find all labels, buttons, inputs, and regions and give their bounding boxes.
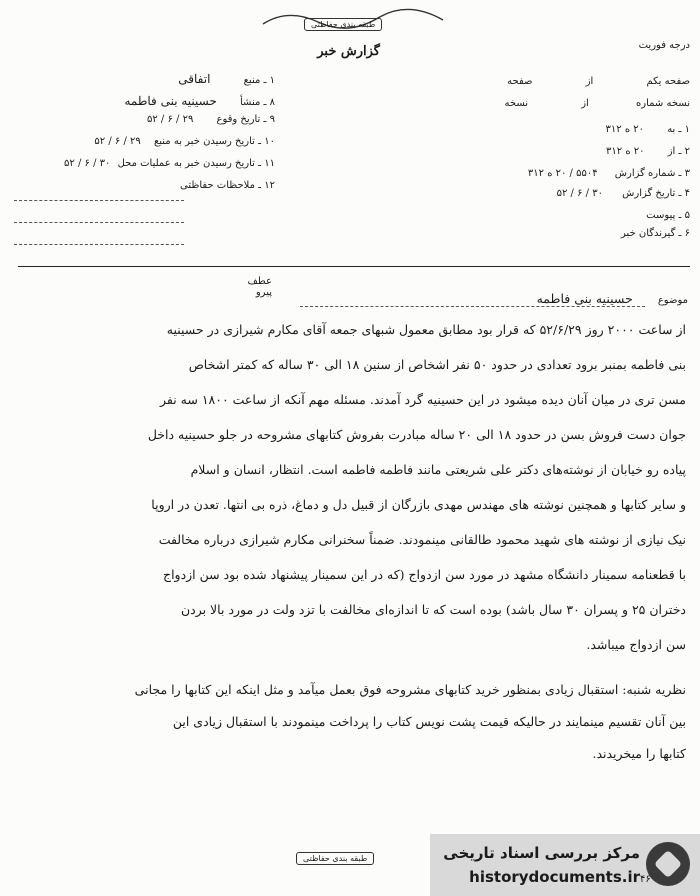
archive-logo: [430, 834, 700, 896]
field-row-recipients: [420, 228, 690, 239]
field-row-report-number: [420, 168, 690, 179]
classification-stamp-top: طبقه بندی حفاظتی: [304, 18, 382, 31]
field-row-security-notes: [10, 180, 275, 191]
field-value: ۲۰ ه ۳۱۲: [606, 146, 645, 157]
divider: [14, 244, 184, 245]
field-row-date-to-ops: [10, 158, 275, 169]
field-row-page: [420, 76, 690, 87]
body-line: از ساعت ۲۰۰۰ روز ۵۲/۶/۲۹ که قرار بود مطابق معمول شبهای جمعه آقای مکارم شیرازی در حسینیه: [166, 322, 686, 337]
field-label: صفحه یکم: [646, 76, 690, 87]
field-middle: از: [585, 76, 594, 87]
field-row-attachment: [420, 210, 690, 221]
field-value: حسینیه بنی فاطمه: [124, 94, 217, 108]
field-row-source: [10, 72, 275, 86]
field-label: ۴ ـ تاریخ گزارش: [622, 188, 690, 199]
field-value: ۲۹ / ۶ / ۵۲: [146, 114, 194, 125]
opinion-line: کتابها را میخریدند.: [592, 746, 686, 761]
field-row-report-date: [420, 188, 690, 199]
right-field-block: [420, 70, 690, 240]
field-row-from: [420, 146, 690, 157]
opinion-line: نظریه شنبه: استقبال زیادی بمنظور خرید کتابهای مشروحه فوق بعمل میآمد و مثل اینکه این کتابها را مجانی: [134, 682, 686, 697]
field-row-date-to-source: [10, 136, 275, 147]
opinion-line: بین آنان تقسیم مینمایند در حالیکه قیمت پشت نویس کتاب را پرداخت مینمودند با استقبال زیادی این: [172, 714, 686, 729]
reference-note: [222, 276, 272, 298]
field-label: ۳ ـ شماره گزارش: [614, 168, 690, 179]
divider: [14, 200, 184, 201]
field-label: ۹ ـ تاریخ وقوع: [216, 114, 275, 125]
field-value: ۲۹ / ۶ / ۵۲: [94, 136, 141, 147]
field-value: ۳۰ / ۶ / ۵۲: [64, 158, 111, 169]
body-line: جوان دست فروش بسن در حدود ۱۸ الی ۲۰ ساله مبادرت بفروش کتابهای مشروحه در جلو حسینیه داخل: [147, 427, 686, 442]
field-label: ۸ ـ منشأ: [239, 97, 275, 108]
letterhead-seal: [258, 6, 448, 32]
field-label: ۶ ـ گیرندگان خبر: [620, 228, 690, 239]
field-value: ۲۰ ه ۳۱۲: [605, 124, 644, 135]
field-label: نسخه شماره: [636, 98, 690, 109]
body-line: پیاده رو خیابان از نوشته‌های دکتر علی شریعتی مانند فاطمه فاطمه است. انتظار، انسان و اسلام: [190, 462, 686, 477]
body-line: و سایر کتابها و همچنین نوشته های مهندس مهدی بازرگان از قبیل دل و دماغ، ذره بی انتها. تعدن در اروپا: [151, 497, 686, 512]
subject-row: [430, 288, 688, 307]
field-label: ۱۲ ـ ملاحظات حفاظتی: [180, 180, 275, 191]
field-row-origin: [10, 94, 275, 108]
field-value: نسخه: [504, 98, 529, 109]
logo-url: historydocuments.ir: [469, 868, 640, 886]
divider: [14, 222, 184, 223]
left-field-block: [10, 70, 275, 210]
field-row-to: [420, 124, 690, 135]
field-middle: از: [581, 98, 589, 109]
archive-logo-icon: [646, 842, 690, 886]
field-label: ۵ ـ پیوست: [646, 210, 690, 221]
field-label: ۱ ـ به: [667, 124, 690, 135]
urgency-label: درجه فوریت: [638, 40, 690, 51]
body-line: نیک نیازی از نوشته های شهید محمود طالقانی مینمودند. ضمناً سخنرانی مکارم شیرازی درباره مخالفت: [158, 532, 686, 547]
follow-up-label: پیرو: [255, 287, 272, 298]
subject-label: موضوع: [657, 295, 688, 306]
field-label: ۱ ـ منبع: [243, 75, 275, 86]
body-line: سن ازدواج میباشد.: [586, 637, 686, 652]
field-label: ۱۰ ـ تاریخ رسیدن خبر به منبع: [153, 136, 275, 147]
field-value: ۳۰ / ۶ / ۵۲: [556, 188, 603, 199]
body-line: مسن تری در میان آنان دیده میشود در این حسینیه گرد آمدند. مسئله مهم آنکه از ساعت ۱۸۰۰ سه نفر: [160, 392, 686, 407]
reference-label: عطف: [247, 276, 272, 287]
field-value: صفحه: [507, 76, 533, 87]
body-line: دختران ۲۵ و پسران ۳۰ سال باشد) بوده است که تا اندازه‌ای مخالفت با تزد ولت در مورد بالا بردن: [180, 602, 686, 617]
subject-value: حسینیه بنی فاطمه: [536, 291, 633, 306]
subject-underline: [300, 306, 645, 307]
page-number: ۴۶: [640, 874, 651, 885]
field-row-date-occurred: [10, 114, 275, 125]
form-title: گزارش خبر: [317, 44, 380, 59]
section-divider: [18, 266, 690, 267]
body-line: بنی فاطمه بمنبر برود تعدادی در حدود ۵۰ نفر اشخاص از سنین ۱۸ الی ۳۰ ساله که کمتر اشخاص: [188, 357, 686, 372]
body-line: با قطعنامه سمینار دانشگاه مشهد در مورد سن ازدواج (که در این سمینار پیشنهاد شده بود سن ازدواج: [163, 567, 686, 582]
field-label: ۲ ـ از: [667, 146, 690, 157]
field-label: ۱۱ ـ تاریخ رسیدن خبر به عملیات محل: [117, 158, 275, 169]
field-value: ۵۵۰۴ / ۲۰ ه ۳۱۲: [527, 168, 598, 179]
field-value: اتفاقی: [178, 72, 211, 86]
field-row-copy: [420, 98, 690, 109]
logo-title: مرکز بررسی اسناد تاریخی: [443, 844, 640, 862]
classification-stamp-bottom: طبقه بندی حفاظتی: [296, 852, 374, 865]
